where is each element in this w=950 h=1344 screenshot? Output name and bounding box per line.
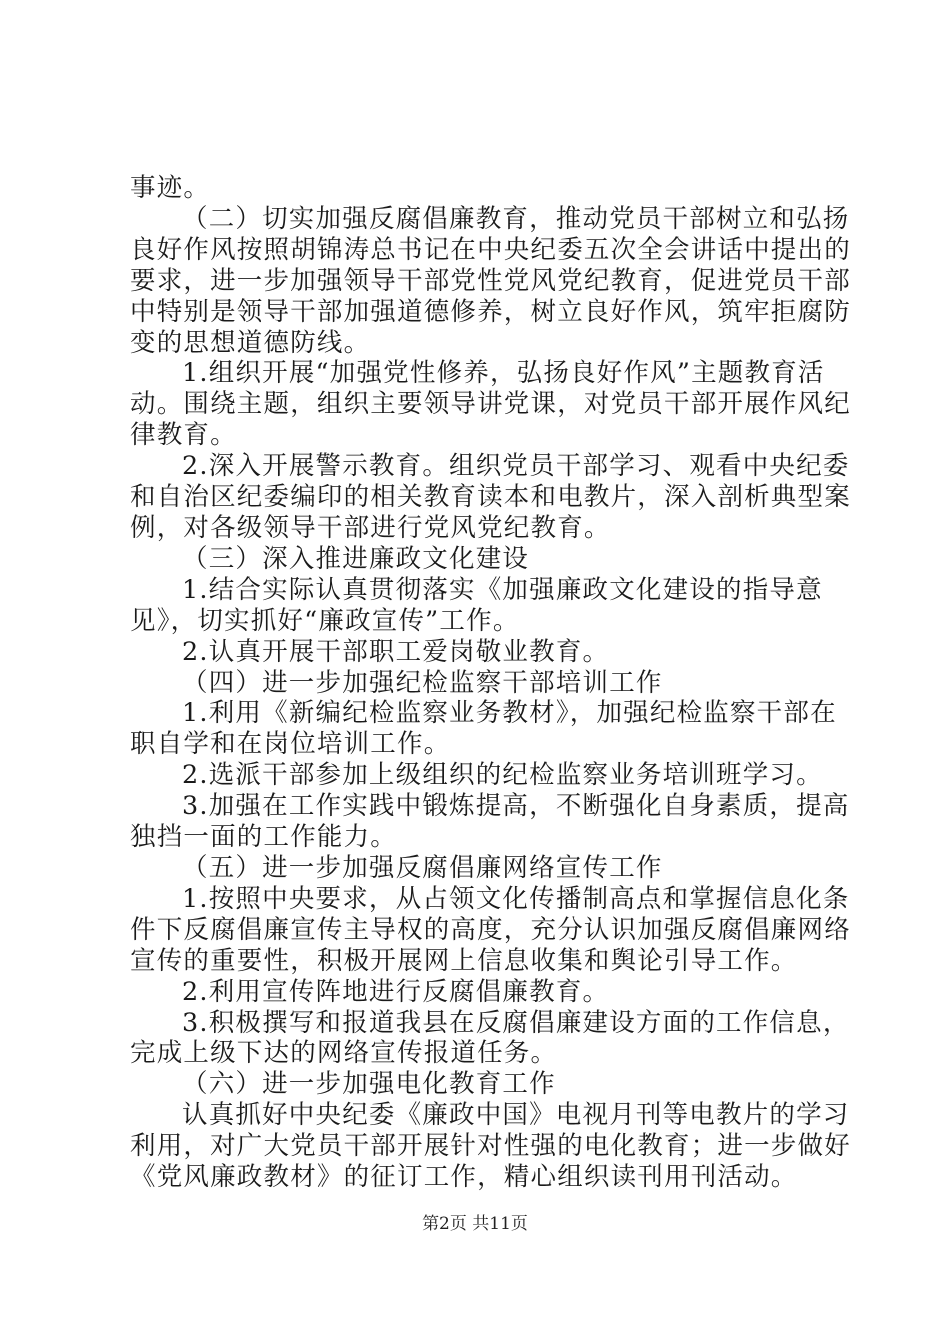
list-item: 1.利用《新编纪检监察业务教材》，加强纪检监察干部在 (182, 698, 837, 729)
list-item: 1.按照中央要求，从占领文化传播制高点和掌握信息化条 (182, 883, 850, 914)
text-line: 职自学和在岗位培训工作。 (130, 729, 451, 760)
text-line: 变的思想道德防线。 (130, 327, 371, 358)
text-line: 事迹。 (130, 173, 211, 203)
text-line: 件下反腐倡廉宣传主导权的高度，充分认识加强反腐倡廉网络 (130, 914, 851, 945)
section-heading: （二）切实加强反腐倡廉教育，推动党员干部树立和弘扬 (182, 203, 850, 234)
text-line: 例，对各级领导干部进行党风党纪教育。 (130, 513, 611, 543)
list-item: 1.组织开展“加强党性修养，弘扬良好作风”主题教育活 (182, 358, 825, 389)
text-line: 动。围绕主题，组织主要领导讲党课，对党员干部开展作风纪 (130, 389, 851, 420)
section-heading: （五）进一步加强反腐倡廉网络宣传工作 (182, 853, 663, 883)
section-heading: （四）进一步加强纪检监察干部培训工作 (182, 667, 663, 698)
text-line: 利用，对广大党员干部开展针对性强的电化教育；进一步做好 (130, 1131, 851, 1162)
text-line: 见》，切实抓好“廉政宣传”工作。 (130, 605, 520, 636)
list-item: 2.认真开展干部职工爱岗敬业教育。 (182, 636, 610, 667)
list-item: 1.结合实际认真贯彻落实《加强廉政文化建设的指导意 (182, 574, 823, 605)
text-line: 《党风廉政教材》的征订工作，精心组织读刊用刊活动。 (130, 1162, 798, 1193)
section-heading: （六）进一步加强电化教育工作 (182, 1069, 556, 1100)
text-line: 认真抓好中央纪委《廉政中国》电视月刊等电教片的学习 (182, 1100, 850, 1131)
text-line: 律教育。 (130, 420, 237, 451)
text-line: 要求，进一步加强领导干部党性党风党纪教育，促进党员干部 (130, 265, 851, 296)
list-item: 3.积极撰写和报道我县在反腐倡廉建设方面的工作信息， (182, 1007, 850, 1038)
list-item: 3.加强在工作实践中锻炼提高，不断强化自身素质，提高 (182, 791, 850, 822)
text-line: 良好作风按照胡锦涛总书记在中央纪委五次全会讲话中提出的 (130, 234, 851, 265)
text-line: 宣传的重要性，积极开展网上信息收集和舆论引导工作。 (130, 945, 798, 976)
list-item: 2.利用宣传阵地进行反腐倡廉教育。 (182, 976, 610, 1007)
list-item: 2.选派干部参加上级组织的纪检监察业务培训班学习。 (182, 760, 823, 791)
list-item: 2.深入开展警示教育。组织党员干部学习、观看中央纪委 (182, 451, 850, 482)
text-line: 和自治区纪委编印的相关教育读本和电教片，深入剖析典型案 (130, 482, 851, 513)
text-line: 独挡一面的工作能力。 (130, 822, 398, 853)
text-line: 完成上级下达的网络宣传报道任务。 (130, 1038, 558, 1069)
section-heading: （三）深入推进廉政文化建设 (182, 543, 530, 574)
page-footer: 第2页 共11页 (422, 1214, 528, 1234)
text-line: 中特别是领导干部加强道德修养，树立良好作风，筑牢拒腐防 (130, 296, 851, 327)
